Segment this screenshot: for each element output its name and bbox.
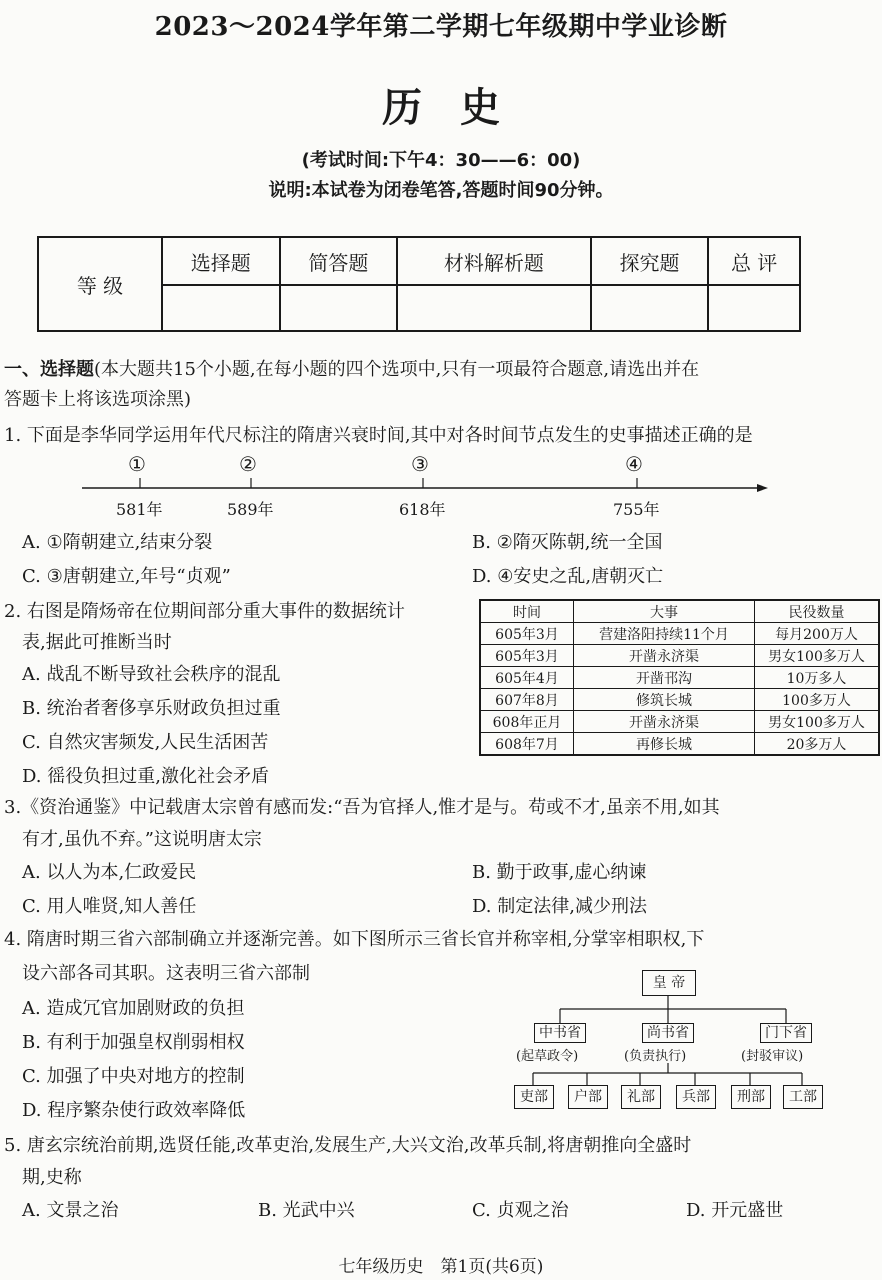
- org-shangshu: 尚书省: [642, 1023, 694, 1043]
- org-ministry-hu: 户部: [568, 1085, 608, 1109]
- grade-cell: [591, 285, 709, 331]
- timeline-year-2: 589年: [227, 500, 274, 519]
- q3-stem-1: 3.《资治通鉴》中记载唐太宗曾有感而发:“吾为官择人,惟才是与。苟或不才,虽亲不用,如其: [4, 797, 720, 818]
- q3-option-b: B. 勤于政事,虚心纳谏: [472, 862, 647, 883]
- page-footer: 七年级历史 第1页(共6页): [338, 1257, 544, 1277]
- table-row: [480, 623, 879, 645]
- q3-stem-2: 有才,虽仇不弃。”这说明唐太宗: [22, 829, 262, 850]
- stats-cell: 修筑长城: [574, 689, 755, 711]
- grade-col-total: 总 评: [708, 237, 800, 285]
- grade-cell: [397, 285, 590, 331]
- org-ministry-bing: 兵部: [676, 1085, 716, 1109]
- grade-cell: [162, 285, 280, 331]
- section1-heading: 一、选择题: [4, 359, 94, 380]
- grade-row-label: 等 级: [38, 237, 162, 331]
- q3-option-a: A. 以人为本,仁政爱民: [22, 862, 197, 883]
- table-row: [480, 733, 879, 756]
- org-ministry-li: 吏部: [514, 1085, 554, 1109]
- stats-cell: 20多万人: [755, 733, 880, 756]
- stats-cell: 608年正月: [480, 711, 574, 733]
- q1-option-a: A. ①隋朝建立,结束分裂: [22, 532, 213, 553]
- grade-cell: [280, 285, 398, 331]
- timeline-mark-2: ②: [239, 452, 257, 476]
- section1-instruction: (本大题共15个小题,在每小题的四个选项中,只有一项最符合题意,请选出并在: [94, 359, 700, 380]
- timeline-year-4: 755年: [613, 500, 660, 519]
- q1-stem: 1. 下面是李华同学运用年代尺标注的隋唐兴衰时间,其中对各时间节点发生的史事描述正确的是: [4, 425, 753, 446]
- stats-header-row: [480, 600, 879, 623]
- exam-note: 说明:本试卷为闭卷笔答,答题时间90分钟。: [268, 180, 614, 201]
- stats-cell: 100多万人: [755, 689, 880, 711]
- q2-stem-2: 表,据此可推断当时: [22, 632, 172, 653]
- org-menxia-role: (封驳审议): [741, 1049, 804, 1064]
- grade-table: [37, 236, 801, 332]
- q2-stats-table: [479, 599, 880, 756]
- q4-option-a: A. 造成冗官加剧财政的负担: [22, 998, 245, 1019]
- q4-option-d: D. 程序繁杂使行政效率降低: [22, 1100, 246, 1121]
- timeline-mark-3: ③: [411, 452, 429, 476]
- q5-stem-2: 期,史称: [22, 1167, 82, 1188]
- timeline-arrow: [757, 484, 768, 492]
- table-row: [480, 689, 879, 711]
- section1-line1: [4, 355, 699, 381]
- q1-option-c: C. ③唐朝建立,年号“贞观”: [22, 566, 231, 587]
- org-menxia: 门下省: [760, 1023, 812, 1043]
- table-row: [480, 645, 879, 667]
- stats-cell: 605年3月: [480, 645, 574, 667]
- q1-option-b: B. ②隋灭陈朝,统一全国: [472, 532, 663, 553]
- stats-header-event: 大事: [574, 600, 755, 623]
- stats-cell: 608年7月: [480, 733, 574, 756]
- exam-title: 2023～2024学年第二学期七年级期中学业诊断: [154, 12, 728, 42]
- org-emperor: 皇 帝: [642, 970, 696, 996]
- q4-stem-1: 4. 隋唐时期三省六部制确立并逐渐完善。如下图所示三省长官并称宰相,分掌宰相职权,下: [4, 929, 705, 950]
- timeline-year-1: 581年: [116, 500, 163, 519]
- org-ministry-xing: 刑部: [731, 1085, 771, 1109]
- q5-stem-1: 5. 唐玄宗统治前期,选贤任能,改革吏治,发展生产,大兴文治,改革兵制,将唐朝推向全盛时: [4, 1135, 692, 1156]
- q2-stem-1: 2. 右图是隋炀帝在位期间部分重大事件的数据统计: [4, 601, 405, 622]
- stats-cell: 607年8月: [480, 689, 574, 711]
- grade-col-short: 简答题: [280, 237, 398, 285]
- section1-instruction-2: 答题卡上将该选项涂黑): [4, 389, 192, 410]
- stats-cell: 10万多人: [755, 667, 880, 689]
- stats-cell: 男女100多万人: [755, 711, 880, 733]
- grade-col-inquiry: 探究题: [591, 237, 709, 285]
- stats-cell: 男女100多万人: [755, 645, 880, 667]
- org-ministry-gong: 工部: [783, 1085, 823, 1109]
- stats-header-labor: 民役数量: [755, 600, 880, 623]
- timeline-mark-4: ④: [625, 452, 643, 476]
- grade-col-choice: 选择题: [162, 237, 280, 285]
- q2-option-b: B. 统治者奢侈享乐财政负担过重: [22, 698, 281, 719]
- q2-option-d: D. 徭役负担过重,激化社会矛盾: [22, 766, 269, 787]
- org-shangshu-role: (负责执行): [624, 1049, 687, 1064]
- q3-option-c: C. 用人唯贤,知人善任: [22, 896, 197, 917]
- grade-cell: [708, 285, 800, 331]
- timeline-mark-1: ①: [128, 452, 146, 476]
- q2-option-c: C. 自然灾害频发,人民生活困苦: [22, 732, 269, 753]
- stats-cell: 营建洛阳持续11个月: [574, 623, 755, 645]
- q3-option-d: D. 制定法律,减少刑法: [472, 896, 647, 917]
- exam-time: (考试时间:下午4：30——6：00): [301, 150, 581, 171]
- grade-col-material: 材料解析题: [397, 237, 590, 285]
- q5-option-a: A. 文景之治: [22, 1200, 119, 1221]
- q2-option-a: A. 战乱不断导致社会秩序的混乱: [22, 664, 281, 685]
- stats-cell: 605年4月: [480, 667, 574, 689]
- org-zhongshu-role: (起草政令): [516, 1049, 579, 1064]
- q5-option-b: B. 光武中兴: [258, 1200, 355, 1221]
- org-ministry-rites: 礼部: [621, 1085, 661, 1109]
- stats-cell: 605年3月: [480, 623, 574, 645]
- subject-title: 历史: [382, 84, 538, 131]
- table-row: [480, 667, 879, 689]
- stats-cell: 每月200万人: [755, 623, 880, 645]
- table-row: [480, 711, 879, 733]
- stats-cell: 开凿永济渠: [574, 711, 755, 733]
- stats-header-time: 时间: [480, 600, 574, 623]
- q4-stem-2: 设六部各司其职。这表明三省六部制: [22, 963, 310, 984]
- org-zhongshu: 中书省: [534, 1023, 586, 1043]
- stats-cell: 开凿邗沟: [574, 667, 755, 689]
- stats-cell: 再修长城: [574, 733, 755, 756]
- stats-cell: 开凿永济渠: [574, 645, 755, 667]
- q4-option-b: B. 有利于加强皇权削弱相权: [22, 1032, 245, 1053]
- q1-option-d: D. ④安史之乱,唐朝灭亡: [472, 566, 664, 587]
- q4-option-c: C. 加强了中央对地方的控制: [22, 1066, 245, 1087]
- q5-option-c: C. 贞观之治: [472, 1200, 569, 1221]
- timeline-year-3: 618年: [399, 500, 446, 519]
- q5-option-d: D. 开元盛世: [686, 1200, 784, 1221]
